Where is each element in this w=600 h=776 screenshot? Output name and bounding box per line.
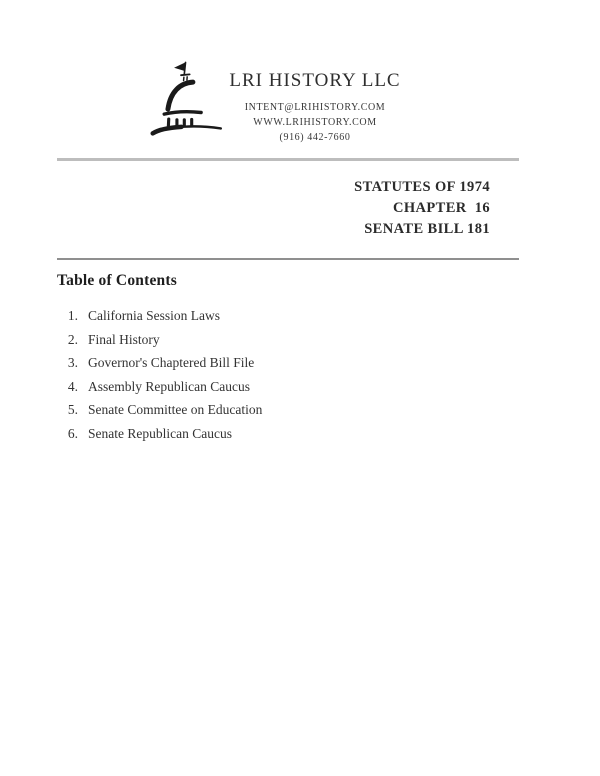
toc-list — [57, 309, 262, 450]
toc-item-label: Governor's Chaptered Bill File — [88, 355, 255, 370]
toc-item — [57, 403, 262, 418]
toc-item — [57, 333, 262, 348]
document-info-block — [354, 177, 490, 240]
email-address: INTENT@LRIHISTORY.COM — [244, 102, 386, 113]
toc-item-label: Senate Republican Caucus — [88, 425, 232, 441]
toc-item-number: 3. — [67, 355, 78, 370]
toc-item-number: 2. — [67, 331, 78, 347]
toc-item-label: California Session Laws — [88, 308, 220, 323]
toc-item-label: Assembly Republican Caucus — [88, 378, 250, 394]
capitol-dome-logo-icon — [146, 60, 230, 142]
letterhead — [222, 70, 408, 145]
phone-number: (916) 442-7660 — [279, 132, 351, 143]
horizontal-rule-bottom — [57, 258, 519, 260]
toc-item — [57, 427, 262, 442]
toc-item — [57, 356, 262, 371]
toc-item-number: 1. — [67, 308, 78, 323]
toc-title: Table of Contents — [57, 272, 177, 289]
toc-item-label: Senate Committee on Education — [88, 402, 263, 417]
senate-bill-line: SENATE BILL 181 — [364, 221, 490, 237]
statutes-line: STATUTES OF 1974 — [354, 179, 490, 195]
chapter-line: CHAPTER 16 — [392, 200, 490, 216]
toc-item-number: 5. — [67, 402, 78, 417]
toc-item — [57, 380, 262, 395]
toc-item-number: 6. — [67, 425, 78, 441]
toc-item-label: Final History — [88, 331, 160, 347]
company-name: LRI HISTORY LLC — [229, 70, 401, 91]
toc-item — [57, 309, 262, 324]
toc-item-number: 4. — [67, 378, 78, 394]
website-url: WWW.LRIHISTORY.COM — [253, 117, 377, 128]
horizontal-rule-top — [57, 158, 519, 161]
